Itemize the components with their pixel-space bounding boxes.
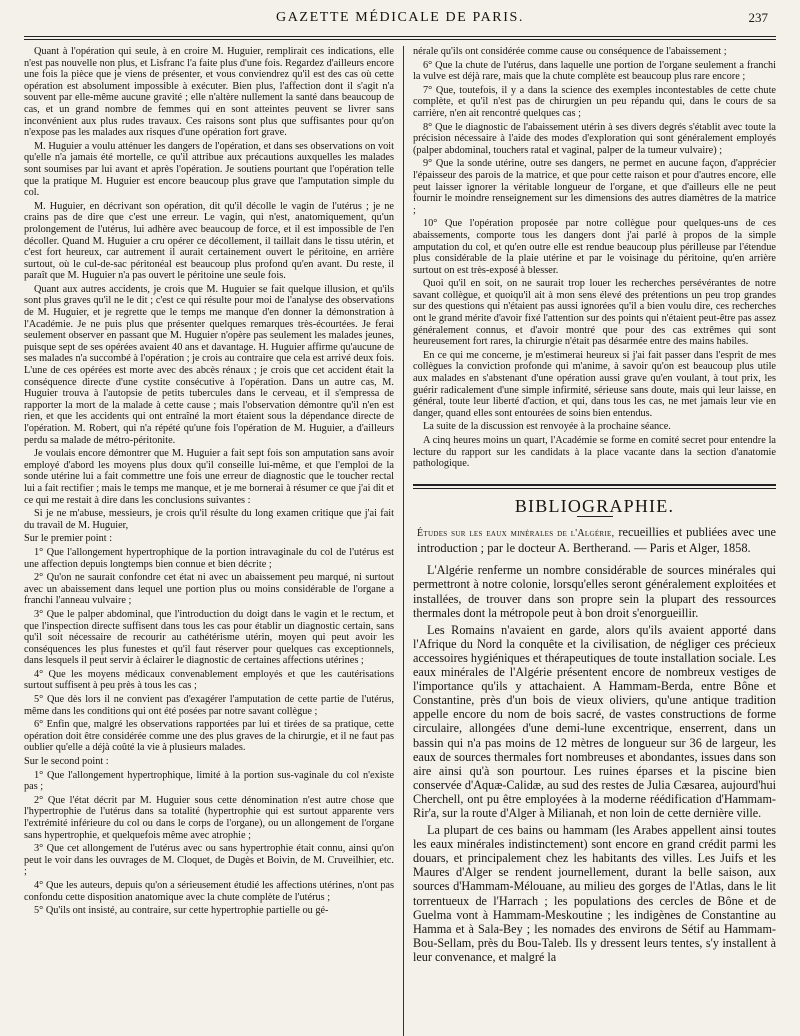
list-item: 6° Que la chute de l'utérus, dans laquelle une portion de l'organe seulement a franchi la vulve est déjà rare, mais que la chute complète est beaucoup plus rare encore ;: [413, 59, 776, 83]
list-item: 7° Que, toutefois, il y a dans la science des exemples incontestables de cette chute complète, et qu'il n'est pas de chirurgien un peu répandu qui, dans le cours de sa carrière, n'en ait rencontré quelques cas ;: [413, 84, 776, 119]
reference-title: Études sur les eaux minérales de l'Algérie,: [417, 528, 615, 540]
title-underline: [577, 516, 613, 517]
list-item: 9° Que la sonde utérine, outre ses dangers, ne permet en aucune façon, d'apprécier l'épaisseur des parois de la matrice, et que pour cette raison et pour d'autres encore, elle peut laisser ignorer la véritable longueur de l'organe, et que d'ailleurs elle ne peut fournir le moindre renseignement sur les dimensions des autres diamètres de la matrice ;: [413, 158, 776, 216]
list-item: 3° Que le palper abdominal, que l'introduction du doigt dans le vagin et le rectum, et que l'inspection directe suffisent dans tous les cas pour établir un diagnostic certain, sans qu'il soit nécessaire de recourir au cathétérisme utérin, moyen qui peut avoir les conséquences les plus funestes et qu'il faut réserver pour quelques cas exceptionnels, dans lesquels il peut servir à éclairer le diagnostic de certaines affections utérines ;: [24, 608, 394, 667]
paragraph: M. Huguier a voulu atténuer les dangers de l'opération, et dans ses observations on voit qu'elle n'a jamais été mortelle, ce qu'il attribue aux précautions auxquelles les malades sont soumises par lui avant et après l'opération. Je soutiens pourtant que l'opération telle que la pratique M. Huguier est encore beaucoup plus grave que l'amputation simple du col.: [24, 140, 394, 199]
paragraph: nérale qu'ils ont considérée comme cause ou conséquence de l'abaissement ;: [413, 46, 727, 57]
paragraph: Quant aux autres accidents, je crois que M. Huguier se fait quelque illusion, et qu'ils sont plus graves qu'il ne le dit ; c'est ce qui résulte pour moi de l'analyse des observations de M. Huguier, et je regrette que le temps me manque d'en donner la démonstration à l'Académie. Je ne puis plus que présenter quelques remarques très-écourtées. Je ferai seulement observer en passant que M. Huguier n'opère pas seulement les malades jeunes, puisque sept de ses opérées avaient 40 ans et davantage. H. Huguier affirme qu'aucune de ses malades n'a succombé à l'opération ; je crois au contraire que cela est arrivé deux fois. L'une de ces opérées est morte avec des abcès rénaux ; je crois que cet accident était la conséquence directe d'une cystite consécutive à l'opération. Dans un autre cas, M. Huguier trouva à l'autopsie de petits tubercules dans le cerveau, et il s'empressa de rapporter la mort de la malade à cette cause ; mais l'observation démontre qu'il n'en est rien, et que les accidents qui ont entraîné la mort étaient sous la dépendance directe de l'opération. M. Robert, qui n'a répété qu'une fois l'opération de M. Huguier, a d'ailleurs perdu sa malade de métro-péritonite.: [24, 283, 394, 446]
paragraph: Quant à l'opération qui seule, à en croire M. Huguier, remplirait ces indications, elle n'est pas nouvelle non plus, et Lisfranc l'a faite plus d'une fois. Regardez d'ailleurs encore une fois la pièce que je viens de présenter, et vous conviendrez qu'il est des cas où cette opération est absolument impossible à exécuter. Bien plus, l'affection dont il s'agit n'a souvent par elle-même aucune gravité ; elle n'altère nullement la santé dans beaucoup de cas, et un grand nombre de femmes qui en sont atteintes peuvent se livrer sans inconvénient aux plus rudes travaux. Ces raisons sont plus que suffisantes pour qu'on n'expose pas les malades aux risques d'une opération fort grave.: [24, 46, 394, 139]
first-point-heading: Sur le premier point :: [24, 533, 113, 545]
list-item: 1° Que l'allongement hypertrophique de la portion intravaginale du col de l'utérus est une affection depuis longtemps bien connue et bien décrite ;: [24, 546, 394, 570]
bibliography-body: [413, 563, 776, 964]
list-item: 2° Qu'on ne saurait confondre cet état ni avec un abaissement peu marqué, ni surtout avec un abaissement dans lequel une portion plus ou moins considérable de l'organe a franchi l'anneau vulvaire ;: [24, 572, 394, 607]
paragraph: Quoi qu'il en soit, on ne saurait trop louer les recherches persévérantes de notre savant collègue, et quoiqu'il ait à mon sens élevé des prétentions un peu trop grandes sur des questions qui n'étaient pas aussi ignorées qu'il a bien voulu dire, ces recherches ont le grand mérite d'avoir fixé l'attention sur des points qui n'étaient peut-être pas assez généralement connus, et d'avoir montré que pour des cas extrêmes qui sont heureusement fort rares, la chirurgie n'était pas désarmée entre des mains habiles.: [413, 278, 776, 348]
left-column: [24, 46, 404, 1036]
header-rule-thin: [24, 39, 776, 40]
list-item: 5° Que dès lors il ne convient pas d'exagérer l'amputation de cette partie de l'utérus, même dans les conditions qui ont été posées par notre savant collègue ;: [24, 694, 394, 717]
paragraph: La plupart de ces bains ou hammam (les Arabes appellent ainsi toutes les eaux minérales indistinctement) sont encore en grand crédit parmi les douars, et principalement chez les habitants des villes. Les Juifs et les Maures d'Alger se rendent journellement, durant la belle saison, aux sources d'Hammam-Mélouane, au milieu des gorges de l'Atlas, dans le lit torrentueux de l'Harrach ; les populations des cercles de Bône et de Guelma vont à Hammam-Meskoutine ; les indigènes de Constantine au Hamma et à Sala-Bey ; les nomades des environs de Sétif au Hammam-Bou-Sellam, près du Bou-Taleb. Ils y dressent leurs tentes, s'y installent à leur convenance, et malgré la: [413, 823, 776, 964]
two-column-body: [24, 46, 776, 1036]
list-item: 1° Que l'allongement hypertrophique, limité à la portion sus-vaginale du col n'existe pas ;: [24, 769, 394, 793]
list-item: 6° Enfin que, malgré les observations rapportées par lui et tirées de sa pratique, cette opération doit être considérée comme une des plus graves de la chirurgie, et il ne faut pas oublier qu'elle a déjà coûté la vie à plusieurs malades.: [24, 719, 394, 754]
list-item: 10° Que l'opération proposée par notre collègue pour quelques-uns de ces abaissements, comporte tous les dangers dont j'ai parlé à propos de la simple amputation du col, et qu'en outre elle est rendue beaucoup plus périlleuse par l'étendue plus considérable de la plaie utérine et par le voisinage du péritoine, qu'en arrière surtout on est très-exposé à blesser.: [413, 218, 776, 276]
paragraph: M. Huguier, en décrivant son opération, dit qu'il décolle le vagin de l'utérus ; je ne crains pas de dire que c'est une erreur. Le vagin, qui n'est, anatomiquement, qu'un prolongement de l'utérus, lui adhère avec beaucoup de force, et il est impossible de l'en décoller. Quand M. Huguier a cru opérer ce décollement, il taillait dans le tissu utérin, et c'est fort heureux, car autrement il aurait certainement ouvert le péritoine, en arrière surtout, où le cul-de-sac péritonéal est beaucoup plus profond qu'en avant. Du reste, il paraît que M. Huguier n'a pas ouvert le péritoine une seule fois.: [24, 200, 394, 282]
right-column: [404, 46, 776, 1036]
list-item: 5° Qu'ils ont insisté, au contraire, sur cette hypertrophie partielle ou gé-: [34, 905, 329, 917]
paragraph: L'Algérie renferme un nombre considérable de sources minérales qui permettront à notre colonie, lorsqu'elles seront généralement exploitées et installées, de trouver dans son propre sein la plupart des ressources thermales dont la métropole peut à bon droit s'enorgueillir.: [413, 563, 776, 620]
reference-details: recueillies et publiées avec une introduction ; par le docteur A. Bertherand. — Paris et Alger, 1858.: [417, 525, 776, 556]
journal-title: GAZETTE MÉDICALE DE PARIS.: [276, 10, 524, 25]
header-rule: [24, 36, 776, 37]
bibliography-title: BIBLIOGRAPHIE.: [514, 495, 675, 516]
paragraph: La suite de la discussion est renvoyée à la prochaine séance.: [423, 421, 671, 433]
bibliography-reference: [413, 525, 776, 555]
section-separator: [413, 484, 776, 489]
paragraph: Les Romains n'avaient en garde, alors qu'ils avaient apporté dans l'Afrique du Nord la conquête et la civilisation, de négliger ces précieux accessoires hygiéniques et thérapeutiques de toute installation sociale. Les eaux minérales de l'Algérie présentent encore de nombreux vestiges de l'importance qu'ils y attachaient. A Hammam-Berda, entre Bône et Constantine, près d'un bois de vieux oliviers, qu'une antique tradition appelle encore du nom de bois sacré, de vastes constructions de forme circulaire, allongées d'une demi-lune excentrique, enserrent, dans un bassin qui n'a pas moins de 12 mètres de longueur sur 36 de largeur, les eaux de sources thermales fort nombreuses et abondantes, issues dans son aire ainsi qu'à son pourtour. Les ruines éparses et la piscine bien conservée d'Aquæ-Calidæ, au sud des restes de Julia Cæsarea, aujourd'hui Cherchell, ont pu être employées à la moderne réédification d'Hammam-Rir'a, sur la route d'Alger à Milianah, et non loin de cette dernière ville.: [413, 622, 776, 820]
list-item: 3° Que cet allongement de l'utérus avec ou sans hypertrophie était connu, ainsi qu'on peut le voir dans les ouvrages de M. Cloquet, de Dugès et Boivin, de M. Cruveilhier, etc. ;: [24, 843, 394, 878]
list-item: 2° Que l'état décrit par M. Huguier sous cette dénomination n'est autre chose que l'hypertrophie de l'utérus dans sa totalité (hypertrophie qui est surtout apparente vers l'extrémité inférieure du col ou dans le corps de l'organe), ou un allongement de l'organe sans hypertrophie, et quelquefois même avec atrophie ;: [24, 794, 394, 841]
page-number: 237: [748, 10, 768, 25]
list-item: 8° Que le diagnostic de l'abaissement utérin à ses divers degrés s'établit avec toute la précision nécessaire à l'aide des modes d'exploration qui sont généralement employés (palper abdominal, touchers ratal et vaginal, palper de la tumeur vulvaire) ;: [413, 121, 776, 156]
list-item: 4° Que les auteurs, depuis qu'on a sérieusement étudié les affections utérines, n'ont pas confondu cette disposition anatomique avec la chute complète de l'utérus ;: [24, 879, 394, 903]
paragraph: Si je ne m'abuse, messieurs, je crois qu'il résulte du long examen critique que j'ai fait du travail de M. Huguier,: [24, 508, 394, 531]
paragraph: En ce qui me concerne, je m'estimerai heureux si j'ai fait passer dans l'esprit de mes collègues la conviction profonde qui m'anime, à savoir qu'on est beaucoup plus utile aux malades en s'abstenant d'une opération aussi grave qu'en voulant, à tout prix, les guérir radicalement d'une simple infirmité, sérieuse sans doute, mais qui leur laisse, en général, toute leur liberté d'action, et qui, dans tous les cas, ne met jamais leur vie en danger, quand elles sont entourées de soins bien entendus.: [413, 349, 776, 419]
second-point-heading: Sur le second point :: [24, 756, 109, 768]
list-item: 4° Que les moyens médicaux convenablement employés et que les cautérisations surtout suffisent à peu près à tous les cas ;: [24, 668, 394, 692]
paragraph: Je voulais encore démontrer que M. Huguier a fait sept fois son amputation sans avoir employé d'abord les moyens plus doux qu'il conseille lui-même, et que l'emploi de la sonde utérine lui a fait commettre une fois une erreur de diagnostic que le toucher rectal lui a fait rectifier ; mais le temps me manque, et je me bornerai à résumer ce que j'ai dit et ce qui me restait à dire dans les conclusions suivantes :: [24, 448, 394, 506]
page-header: [24, 10, 776, 32]
paragraph: A cinq heures moins un quart, l'Académie se forme en comité secret pour entendre la lecture du rapport sur les candidats à la place vacante dans la section d'anatomie pathologique.: [413, 435, 776, 470]
